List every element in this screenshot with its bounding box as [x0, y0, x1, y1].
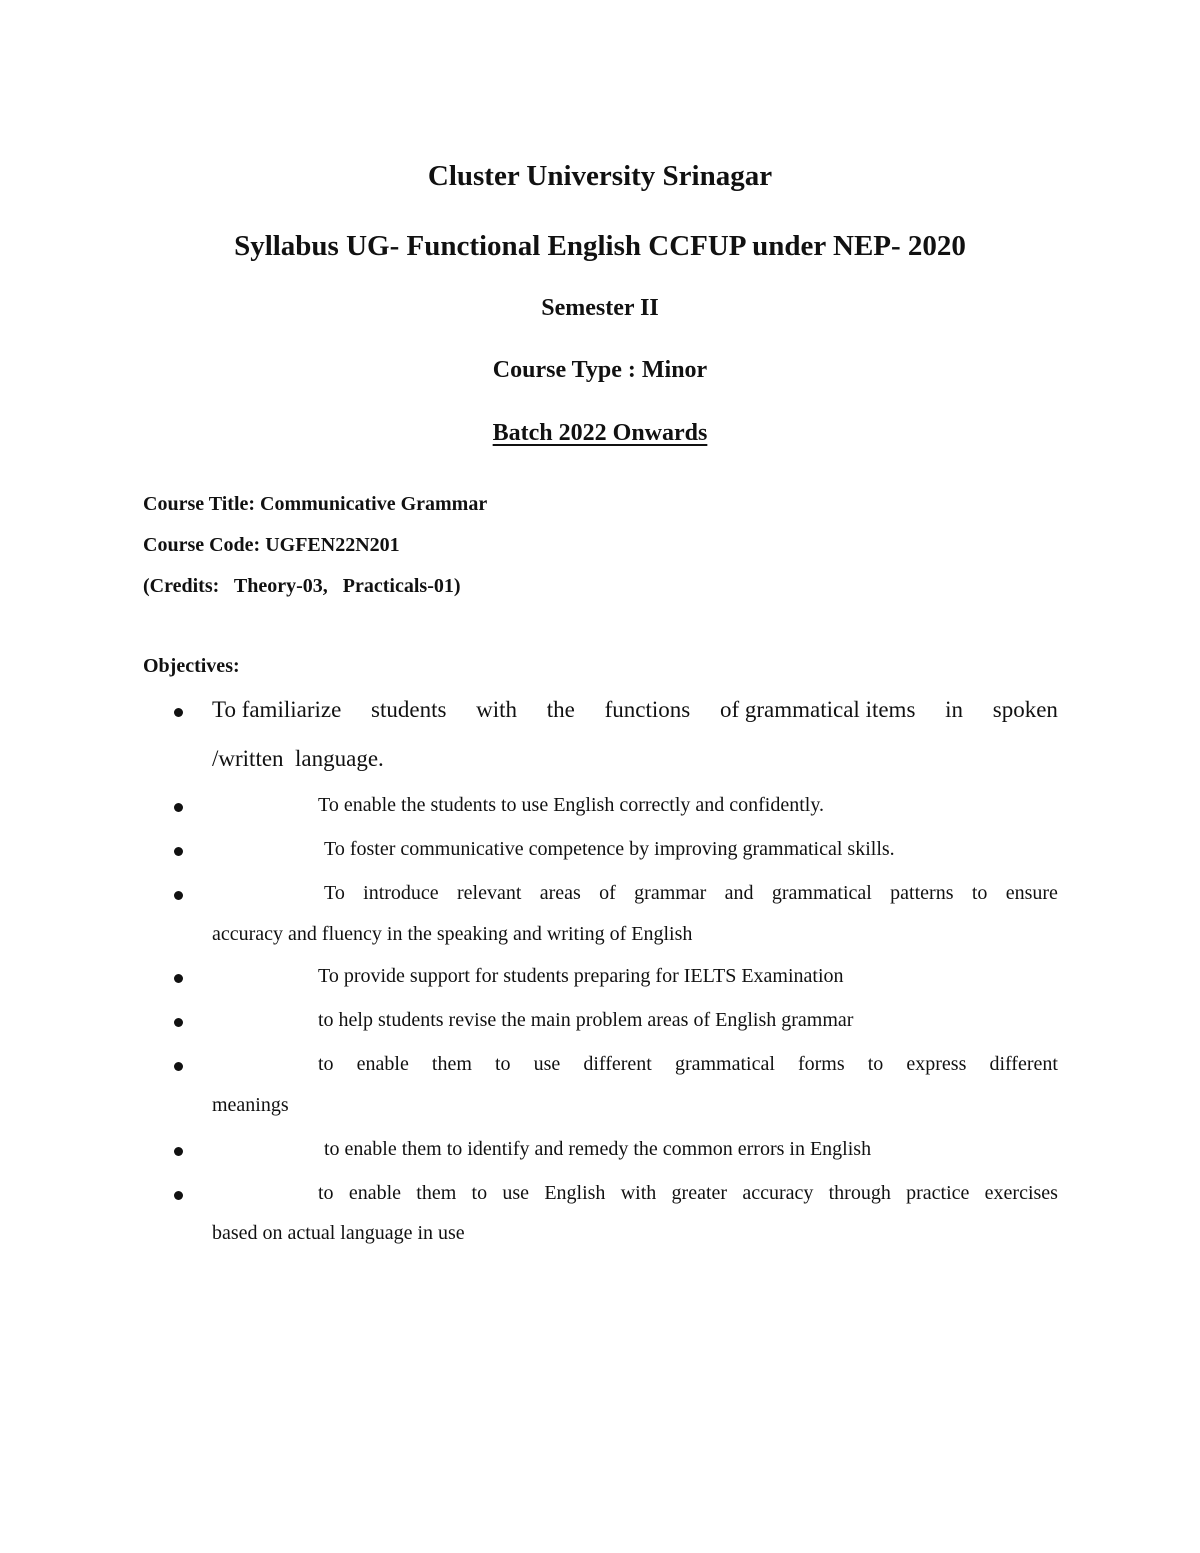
bullet-icon [174, 891, 183, 900]
bullet-icon [174, 1062, 183, 1071]
bullet-icon [174, 1147, 183, 1156]
objective-3: To foster communicative competence by improving grammatical skills. [324, 838, 895, 860]
word: greater [671, 1182, 728, 1204]
word: practice [906, 1182, 970, 1204]
objective-7-line-1 [318, 1053, 1058, 1076]
word: different [989, 1053, 1058, 1075]
objective-7-line-2: meanings [212, 1094, 289, 1116]
course-title: Course Title: Communicative Grammar [143, 493, 488, 515]
word: through [828, 1182, 891, 1204]
word: them [416, 1182, 457, 1204]
word: of grammatical items [719, 697, 916, 722]
word: To familiarize [212, 697, 342, 722]
batch-heading [0, 420, 1200, 447]
word: to [318, 1053, 334, 1075]
semester-label: Semester II [541, 295, 659, 321]
word: of [599, 882, 616, 904]
word: grammar [634, 882, 707, 904]
word: functions [604, 697, 691, 722]
objective-6: to help students revise the main problem areas of English grammar [318, 1009, 854, 1031]
university-title: Cluster University Srinagar [427, 160, 773, 192]
objective-9-line-2: based on actual language in use [212, 1222, 465, 1244]
word: with [476, 697, 518, 722]
objectives-heading: Objectives: [143, 655, 240, 677]
word: enable [356, 1053, 409, 1075]
word: exercises [984, 1182, 1058, 1204]
word: them [431, 1053, 472, 1075]
word: To [324, 882, 345, 904]
word: different [583, 1053, 652, 1075]
word: grammatical [674, 1053, 775, 1075]
bullet-icon [174, 803, 183, 812]
word: enable [348, 1182, 402, 1204]
objective-4-line-2: accuracy and fluency in the speaking and writing of English [212, 923, 693, 945]
word: use [502, 1182, 530, 1204]
word: students [371, 697, 447, 722]
word: ensure [1005, 882, 1058, 904]
bullet-icon [174, 1191, 183, 1200]
bullet-icon [174, 1018, 183, 1027]
word: grammatical [771, 882, 872, 904]
word: forms [797, 1053, 845, 1075]
word: spoken [992, 697, 1058, 722]
objective-5: To provide support for students preparing for IELTS Examination [318, 965, 844, 987]
word: areas [539, 882, 581, 904]
word: to [318, 1182, 334, 1204]
word: in [945, 697, 964, 722]
word: patterns [890, 882, 954, 904]
word: to [971, 882, 988, 904]
word: use [533, 1053, 561, 1075]
bullet-icon [174, 847, 183, 856]
word: introduce [363, 882, 439, 904]
batch-label: Batch 2022 Onwards [492, 420, 708, 446]
course-type-label: Course Type : Minor [492, 357, 708, 383]
word: to [867, 1053, 884, 1075]
word: express [906, 1053, 967, 1075]
word: to [494, 1053, 511, 1075]
word: English [544, 1182, 606, 1204]
objective-2: To enable the students to use English correctly and confidently. [318, 794, 825, 816]
objective-4-line-1 [324, 882, 1058, 905]
word: relevant [457, 882, 522, 904]
word: the [546, 697, 575, 722]
word: accuracy [742, 1182, 814, 1204]
objective-1-line-2: /written language. [212, 746, 384, 771]
objective-8: to enable them to identify and remedy the common errors in English [324, 1138, 872, 1160]
objective-9-line-1 [318, 1182, 1058, 1205]
bullet-icon [174, 708, 183, 717]
word: to [471, 1182, 488, 1204]
word: with [620, 1182, 657, 1204]
objective-1-line-1 [212, 697, 1058, 723]
course-credits: (Credits: Theory-03, Practicals-01) [143, 575, 461, 597]
course-code: Course Code: UGFEN22N201 [143, 534, 400, 556]
bullet-icon [174, 974, 183, 983]
syllabus-title: Syllabus UG- Functional English CCFUP under NEP- 2020 [234, 230, 966, 262]
word: and [724, 882, 754, 904]
